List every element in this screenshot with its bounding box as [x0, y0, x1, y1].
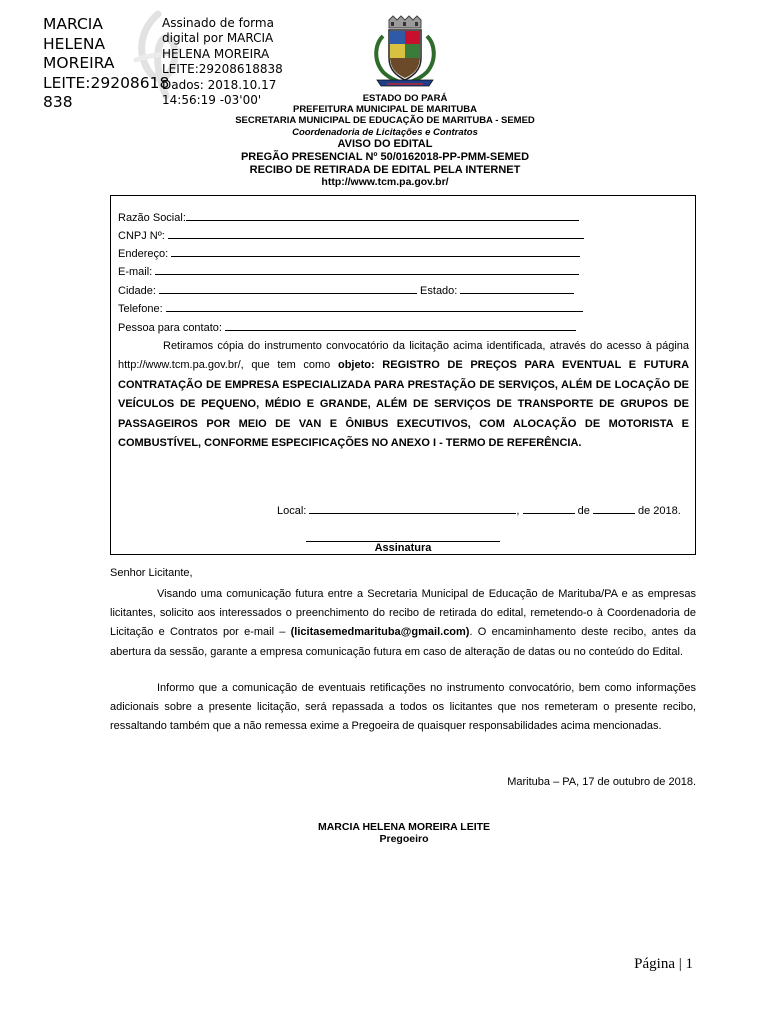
razao-social-field[interactable]	[186, 210, 579, 221]
endereco-label: Endereço:	[118, 248, 169, 260]
coordination-heading: Coordenadoria de Licitações e Contratos	[292, 127, 478, 138]
portal-url: http://www.tcm.pa.gov.br/	[321, 176, 449, 188]
estado-label: Estado:	[420, 285, 458, 297]
process-number: PREGÃO PRESENCIAL Nº 50/0162018-PP-PMM-SEMED	[240, 151, 530, 163]
local-label: Local:	[277, 505, 307, 517]
signer-name: MARCIA HELENA MOREIRA LEITE	[317, 821, 491, 833]
contact-email-link[interactable]: (licitasemedmarituba@gmail.com)	[290, 626, 470, 639]
cidade-label: Cidade:	[118, 285, 156, 297]
telefone-row	[118, 301, 583, 316]
email-row	[118, 264, 579, 279]
estado-field[interactable]	[460, 283, 574, 294]
notice-title: AVISO DO EDITAL	[337, 138, 433, 150]
withdrawal-statement-text: Retiramos cópia do instrumento convocatório da licitação acima identificada, através do acesso à página http://www.tcm.pa.gov.br/, que tem como	[118, 340, 689, 372]
digital-signature-details: Assinado de forma digital por MARCIA HELENA MOREIRA LEITE:29208618838 Dados: 2018.10.17 14:56:19 -03'00'	[162, 16, 283, 108]
greeting: Senhor Licitante,	[110, 567, 193, 579]
email-label: E-mail:	[118, 266, 153, 278]
local-field[interactable]	[309, 503, 516, 514]
signature-label: Assinatura	[374, 542, 432, 554]
contato-row	[118, 320, 576, 335]
razao-social-row	[118, 210, 579, 225]
municipal-crest-icon	[369, 14, 441, 90]
endereco-field[interactable]	[171, 246, 580, 257]
cidade-row	[118, 283, 574, 298]
signer-role: Pregoeiro	[379, 833, 429, 845]
day-field[interactable]	[523, 503, 575, 514]
contato-field[interactable]	[225, 320, 576, 331]
email-field[interactable]	[155, 264, 579, 275]
page-number: Página | 1	[634, 956, 693, 972]
cnpj-field[interactable]	[168, 228, 584, 239]
paragraph-instructions-end: . O encaminhamento deste recibo, antes da abertura da sessão, garante a empresa comunicação futura em caso de alteração de datas ou no conteúdo do Edital.	[110, 626, 696, 658]
municipality-heading: PREFEITURA MUNICIPAL DE MARITUBA	[292, 104, 478, 115]
cnpj-label: CNPJ Nº:	[118, 230, 165, 242]
local-comma: ,	[516, 505, 520, 517]
contato-label: Pessoa para contato:	[118, 322, 222, 334]
telefone-field[interactable]	[166, 301, 583, 312]
place-and-date: Marituba – PA, 17 de outubro de 2018.	[507, 776, 696, 788]
object-label: objeto:	[337, 359, 375, 372]
withdrawal-statement	[118, 337, 689, 453]
receipt-title: RECIBO DE RETIRADA DE EDITAL PELA INTERNET	[249, 164, 521, 176]
cnpj-row	[118, 228, 584, 243]
signer-name-stamp: MARCIA HELENA MOREIRA LEITE:29208618 838	[43, 15, 170, 111]
paragraph-instructions	[110, 585, 696, 662]
date-de-year: de 2018.	[637, 505, 681, 517]
paragraph-instructions-start: Visando uma comunicação futura entre a Secretaria Municipal de Educação de Marituba/PA e as empresas licitantes, solicito aos interessados o preenchimento do recibo de retirada do edital, remetendo-o à Coordenadoria de Licitação e Contratos por e-mail –	[110, 588, 696, 639]
local-date-row	[277, 503, 681, 518]
month-field[interactable]	[593, 503, 635, 514]
object-description: REGISTRO DE PREÇOS PARA EVENTUAL E FUTURA CONTRATAÇÃO DE EMPRESA ESPECIALIZADA PARA PRESTAÇÃO DE SERVIÇOS, ALÉM DE LOCAÇÃO DE VEÍCULOS DE PEQUENO, MÉDIO E GRANDE, ALÉM DE SERVIÇOS DE TRANSPORTE DE GRUPOS DE PASSAGEIROS POR MEIO DE VAN E ÔNIBUS EXECUTIVOS, COM ALOCAÇÃO DE MOTORISTA E COMBUSTÍVEL, CONFORME ESPECIFICAÇÕES NO ANEXO I - TERMO DE REFERÊNCIA.	[118, 359, 690, 450]
razao-social-label: Razão Social:	[118, 212, 186, 224]
endereco-row	[118, 246, 580, 261]
cidade-field[interactable]	[159, 283, 417, 294]
state-heading: ESTADO DO PARÁ	[362, 93, 448, 104]
paragraph-rectifications: Informo que a comunicação de eventuais retificações no instrumento convocatório, bem como informações adicionais sobre a presente licitação, será repassada a todos os licitantes que nos remeteram o presente recibo, ressaltando também que a não remessa exime a Pregoeira de quaisquer responsabilidades acima mencionadas.	[110, 682, 696, 733]
date-de-1: de	[577, 505, 590, 517]
telefone-label: Telefone:	[118, 303, 163, 315]
secretariat-heading: SECRETARIA MUNICIPAL DE EDUCAÇÃO DE MARITUBA - SEMED	[235, 115, 535, 126]
